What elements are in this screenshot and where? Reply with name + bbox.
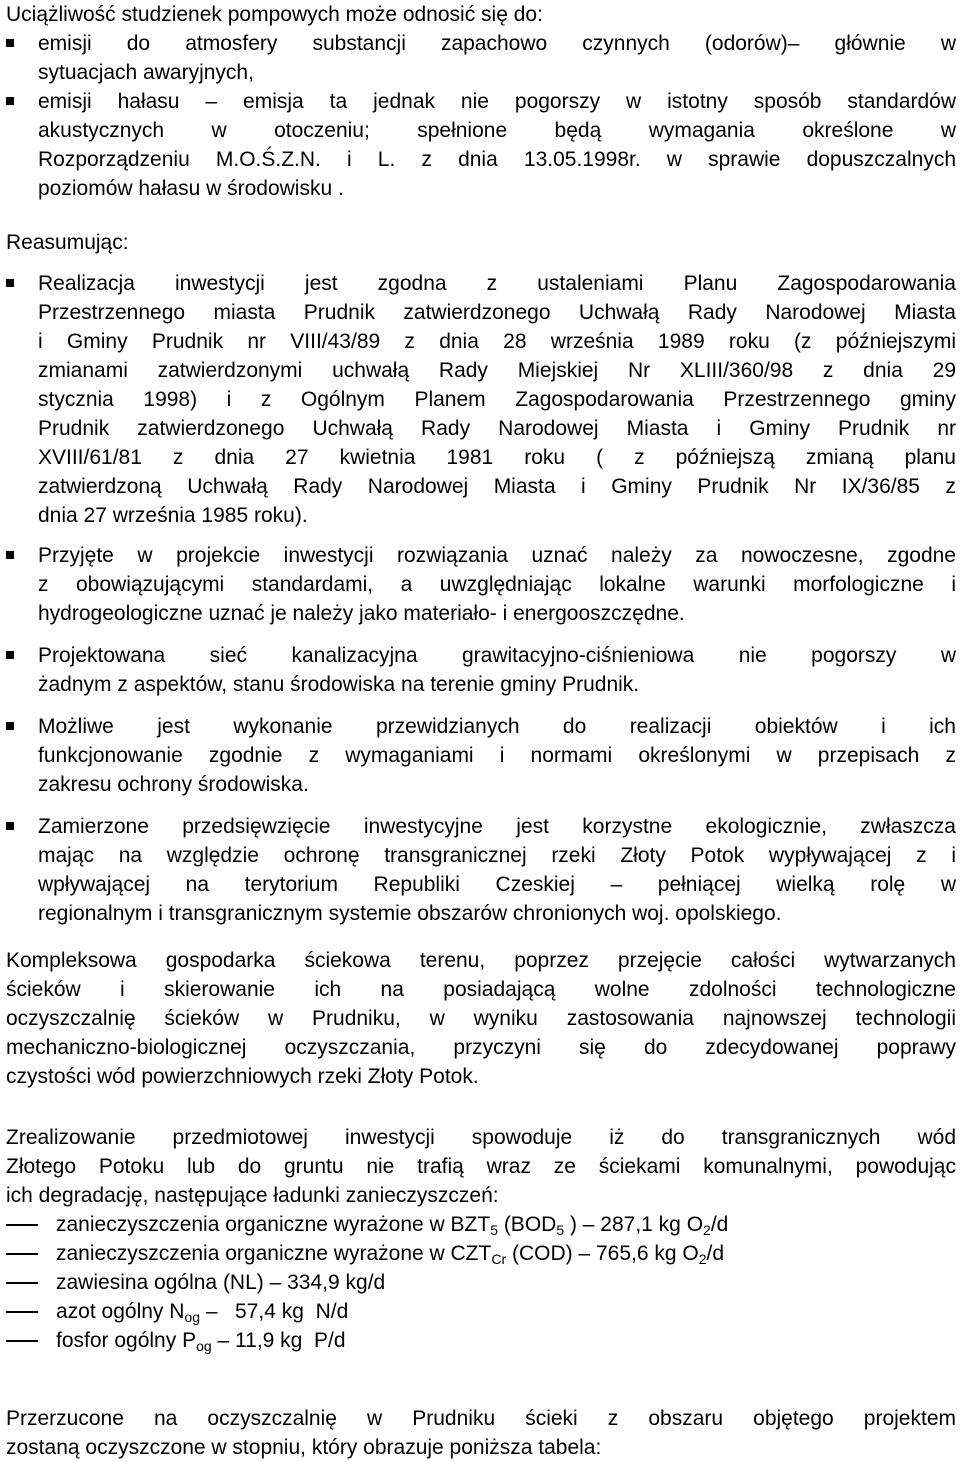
dash-marker (6, 1311, 38, 1313)
load-item-cod: zanieczyszczenia organiczne wyrażone w $CZT_{Cr}$ (COD) – 765,6 kg $O_2/d$ (56, 1239, 936, 1268)
bullet-square-icon (6, 822, 14, 830)
load-item-phosphorus: fosfor ogólny $P_{og} - 11,9$ kg P/d (56, 1326, 936, 1355)
dash-marker (6, 1340, 38, 1342)
intro-bullet-2: emisji hałasu – emisja ta jednak nie pogorszy w istotny sposób standardów akustycznych w otoczeniu; spełnione będą wymagania określone w Rozporządzeniu M.O.Ś.Z.N. i L. z dnia 13.05.1998r. w sprawie dopuszczalnych poziomów hałasu w środowisku . (38, 87, 956, 203)
intro-heading: Uciążliwość studzienek pompowych może odnosić się do: (6, 3, 543, 26)
load-item-suspended-solids: zawiesina ogólna (NL) – 334,9 kg/d (56, 1268, 936, 1297)
dash-marker (6, 1224, 38, 1226)
bullet-square-icon (6, 39, 14, 47)
paragraph-treatment-table-intro: Przerzucone na oczyszczalnię w Prudniku ścieki z obszaru objętego projektem zostaną oczyszczone w stopniu, który obrazuje poniższa tabela: (6, 1407, 956, 1459)
intro-bullet-1: emisji do atmosfery substancji zapachowo czynnych (odorów)– głównie w sytuacjach awaryjnych, (38, 29, 956, 87)
dash-marker (6, 1253, 38, 1255)
bullet-square-icon (6, 279, 14, 287)
summary-bullet-3: Projektowana sieć kanalizacyjna grawitacyjno-ciśnieniowa nie pogorszy w żadnym z aspektów, stanu środowiska na terenie gminy Prudnik. (38, 641, 956, 699)
bullet-square-icon (6, 651, 14, 659)
summary-bullet-4: Możliwe jest wykonanie przewidzianych do realizacji obiektów i ich funkcjonowanie zgodnie z wymaganiami i normami określonymi w przepisach z zakresu ochrony środowiska. (38, 712, 956, 799)
dash-marker (6, 1282, 38, 1284)
paragraph-pollutant-loads: Zrealizowanie przedmiotowej inwestycji spowoduje iż do transgranicznych wód Złotego Potoku lub do gruntu nie trafią wraz ze ściekami komunalnymi, powodując ich degradację, następujące ładunki zanieczyszczeń: (6, 1126, 956, 1207)
bullet-square-icon (6, 97, 14, 105)
paragraph-wastewater-management: Kompleksowa gospodarka ściekowa terenu, poprzez przejęcie całości wytwarzanych ścieków i skierowanie ich na posiadającą wolne zdolności technologiczne oczyszczalnię ścieków w Prudniku, w wyniku zastosowania najnowszej technologii mechaniczno-biologicznej oczyszczania, przyczyni się do zdecydowanej poprawy czystości wód powierzchniowych rzeki Złoty Potok. (6, 949, 956, 1088)
summary-bullet-2: Przyjęte w projekcie inwestycji rozwiązania uznać należy za nowoczesne, zgodne z obowiązującymi standardami, a uwzględniając lokalne warunki morfologiczne i hydrogeologiczne uznać je należy jako materiało- i energooszczędne. (38, 541, 956, 628)
bullet-square-icon (6, 551, 14, 559)
load-item-bod: zanieczyszczenia organiczne wyrażone w $BZT_5$ ($BOD_5$ ) – 287,1 kg $O_2/d$ (56, 1210, 936, 1239)
summary-bullet-1: Realizacja inwestycji jest zgodna z ustaleniami Planu Zagospodarowania Przestrzennego miasta Prudnik zatwierdzonego Uchwałą Rady Narodowej Miasta i Gminy Prudnik nr VIII/43/89 z dnia 28 września 1989 roku (z późniejszymi zmianami zatwierdzonymi uchwałą Rady Miejskiej Nr XLIII/360/98 z dnia 29 stycznia 1998) i z Ogólnym Planem Zagospodarowania Przestrzennego gminy Prudnik zatwierdzonego Uchwałą Rady Narodowej Miasta i Gminy Prudnik nr XVIII/61/81 z dnia 27 kwietnia 1981 roku ( z późniejszą zmianą planu zatwierdzoną Uchwałą Rady Narodowej Miasta i Gminy Prudnik Nr IX/36/85 z dnia 27 września 1985 roku). (38, 269, 956, 530)
summary-heading: Reasumując: (6, 231, 129, 254)
bullet-square-icon (6, 722, 14, 730)
summary-bullet-5: Zamierzone przedsięwzięcie inwestycyjne jest korzystne ekologicznie, zwłaszcza mając na względzie ochronę transgranicznej rzeki Złoty Potok wypływającej z i wpływającej na terytorium Republiki Czeskiej – pełniącej wielką rolę w regionalnym i transgranicznym systemie obszarów chronionych woj. opolskiego. (38, 812, 956, 928)
load-item-nitrogen: azot ogólny $N_{og} - 57,4$ kg N/d (56, 1297, 936, 1326)
